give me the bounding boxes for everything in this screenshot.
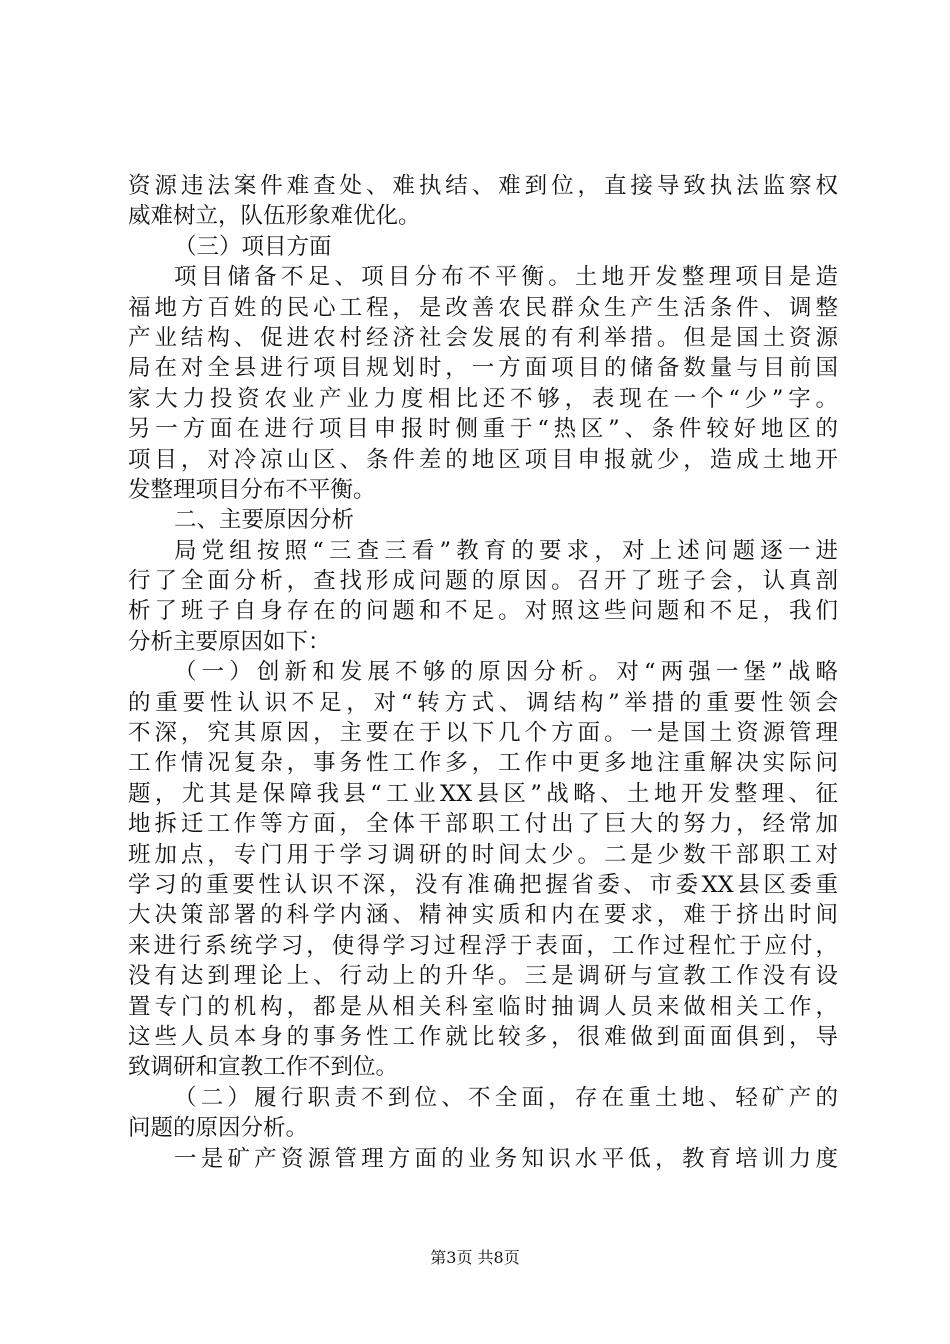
text-line: 题，尤其是保障我县“工业XX县区”战略、土地开发整理、征 (128, 780, 838, 807)
text-line: 产业结构、促进农村经济社会发展的有利举措。但是国土资源 (128, 324, 838, 351)
text-line: 不深，究其原因，主要在于以下几个方面。一是国土资源管理 (128, 720, 838, 747)
text-line: 的重要性认识不足，对“转方式、调结构”举措的重要性领会 (128, 689, 838, 716)
text-line: 二、主要原因分析 (174, 507, 355, 534)
text-line: 项目，对冷凉山区、条件差的地区项目申报就少，造成土地开 (128, 446, 838, 473)
text-line: 分析主要原因如下： (128, 628, 331, 655)
text-line: 大决策部署的科学内涵、精神实质和内在要求，难于挤出时间 (128, 902, 838, 929)
text-line: （二）履行职责不到位、不全面，存在重土地、轻矿产的 (174, 1084, 838, 1111)
text-line: 行了全面分析，查找形成问题的原因。召开了班子会，认真剖 (128, 568, 838, 595)
text-line: 一是矿产资源管理方面的业务知识水平低，教育培训力度 (174, 1145, 838, 1172)
text-line: 析了班子自身存在的问题和不足。对照这些问题和不足，我们 (128, 598, 838, 625)
document-body (128, 171, 838, 1174)
text-line: 威难树立，队伍形象难优化。 (128, 203, 421, 230)
text-line: （一）创新和发展不够的原因分析。对“两强一堡”战略 (174, 659, 838, 686)
text-line: 问题的原因分析。 (128, 1115, 309, 1142)
text-line: 致调研和宣教工作不到位。 (128, 1054, 399, 1081)
text-line: 没有达到理论上、行动上的升华。三是调研与宣教工作没有设 (128, 963, 838, 990)
text-line: 这些人员本身的事务性工作就比较多，很难做到面面俱到，导 (128, 1023, 838, 1050)
text-line: 班加点，专门用于学习调研的时间太少。二是少数干部职工对 (128, 841, 838, 868)
text-line: 另一方面在进行项目申报时侧重于“热区”、条件较好地区的 (128, 416, 838, 443)
text-line: 发整理项目分布不平衡。 (128, 476, 376, 503)
page-footer: 第3页 共8页 (430, 1248, 520, 1267)
text-line: 局党组按照“三查三看”教育的要求，对上述问题逐一进 (174, 537, 838, 564)
text-line: （三）项目方面 (174, 233, 332, 260)
text-line: 资源违法案件难查处、难执结、难到位，直接导致执法监察权 (128, 173, 838, 199)
text-line: 地拆迁工作等方面，全体干部职工付出了巨大的努力，经常加 (128, 811, 838, 838)
text-line: 来进行系统学习，使得学习过程浮于表面，工作过程忙于应付， (128, 932, 838, 959)
text-line: 福地方百姓的民心工程，是改善农民群众生产生活条件、调整 (128, 294, 838, 321)
text-line: 置专门的机构，都是从相关科室临时抽调人员来做相关工作， (128, 993, 838, 1020)
text-line: 学习的重要性认识不深，没有准确把握省委、市委XX县区委重 (128, 871, 838, 898)
text-line: 工作情况复杂，事务性工作多，工作中更多地注重解决实际问 (128, 750, 838, 777)
text-line: 家大力投资农业产业力度相比还不够，表现在一个“少”字。 (128, 385, 838, 412)
text-line: 局在对全县进行项目规划时，一方面项目的储备数量与目前国 (128, 355, 838, 382)
text-line: 项目储备不足、项目分布不平衡。土地开发整理项目是造 (174, 264, 838, 291)
